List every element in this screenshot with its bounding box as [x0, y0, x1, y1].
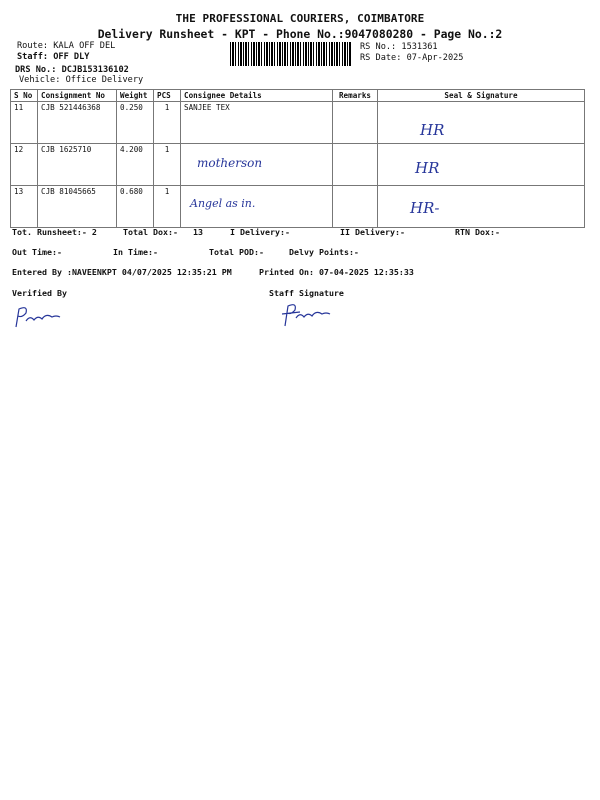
out-time: Out Time:- [12, 247, 62, 257]
seal-signature-row11: HR [420, 121, 445, 139]
total-dox-value: 13 [193, 227, 203, 237]
staff-signature [280, 300, 332, 330]
cell-consignment: CJB 81045665 [38, 186, 117, 228]
handwritten-consignee-row13: Angel as in. [190, 197, 256, 210]
col-weight: Weight [117, 90, 154, 102]
entered-by: Entered By :NAVEENKPT 04/07/2025 12:35:21 PM [12, 267, 232, 277]
col-consignee: Consignee Details [181, 90, 333, 102]
col-sno: S No [11, 90, 38, 102]
consignment-table [10, 89, 585, 228]
rtn-dox: RTN Dox:- [455, 227, 500, 237]
rs-number: RS No.: 1531361 [360, 42, 438, 52]
cell-weight: 0.680 [117, 186, 154, 228]
document-title: Delivery Runsheet - KPT - Phone No.:9047080280 - Page No.:2 [97, 27, 503, 41]
i-delivery: I Delivery:- [230, 227, 290, 237]
col-remarks: Remarks [333, 90, 378, 102]
verified-by-label: Verified By [12, 288, 67, 298]
staff-label: Staff: OFF DLY [17, 52, 90, 62]
cell-sno: 11 [11, 102, 38, 144]
drs-number: DRS No.: DCJB153136102 [15, 65, 129, 75]
in-time: In Time:- [113, 247, 158, 257]
cell-weight: 4.200 [117, 144, 154, 186]
delvy-points: Delvy Points:- [289, 247, 359, 257]
cell-signature [378, 186, 585, 228]
cell-signature [378, 144, 585, 186]
cell-remarks [333, 144, 378, 186]
cell-pcs: 1 [154, 102, 181, 144]
table-row [11, 186, 585, 228]
cell-weight: 0.250 [117, 102, 154, 144]
seal-signature-row13: HR- [410, 199, 440, 217]
table-row [11, 102, 585, 144]
table-row [11, 144, 585, 186]
verified-signature [12, 303, 64, 331]
cell-signature [378, 102, 585, 144]
cell-sno: 12 [11, 144, 38, 186]
route-label: Route: KALA OFF DEL [17, 41, 116, 51]
cell-consignment: CJB 521446368 [38, 102, 117, 144]
total-pod: Total POD:- [209, 247, 264, 257]
printed-on: Printed On: 07-04-2025 12:35:33 [259, 267, 414, 277]
col-consignment: Consignment No [38, 90, 117, 102]
cell-remarks [333, 186, 378, 228]
col-signature: Seal & Signature [378, 90, 585, 102]
cell-sno: 13 [11, 186, 38, 228]
cell-pcs: 1 [154, 186, 181, 228]
cell-consignment: CJB 1625710 [38, 144, 117, 186]
company-name: THE PROFESSIONAL COURIERS, COIMBATORE [175, 12, 425, 25]
cell-remarks [333, 102, 378, 144]
barcode-image [230, 42, 352, 66]
table-header-row [11, 90, 585, 102]
cell-consignee: SANJEE TEX [181, 102, 333, 144]
total-dox-label: Total Dox:- [123, 227, 178, 237]
rs-date: RS Date: 07-Apr-2025 [360, 53, 464, 63]
ii-delivery: II Delivery:- [340, 227, 405, 237]
staff-signature-label: Staff Signature [269, 288, 344, 298]
cell-pcs: 1 [154, 144, 181, 186]
vehicle-label: Vehicle: Office Delivery [19, 75, 144, 85]
seal-signature-row12: HR [415, 159, 440, 177]
col-pcs: PCS [154, 90, 181, 102]
handwritten-consignee-row12: motherson [197, 156, 263, 170]
tot-runsheet: Tot. Runsheet:- 2 [12, 227, 97, 237]
